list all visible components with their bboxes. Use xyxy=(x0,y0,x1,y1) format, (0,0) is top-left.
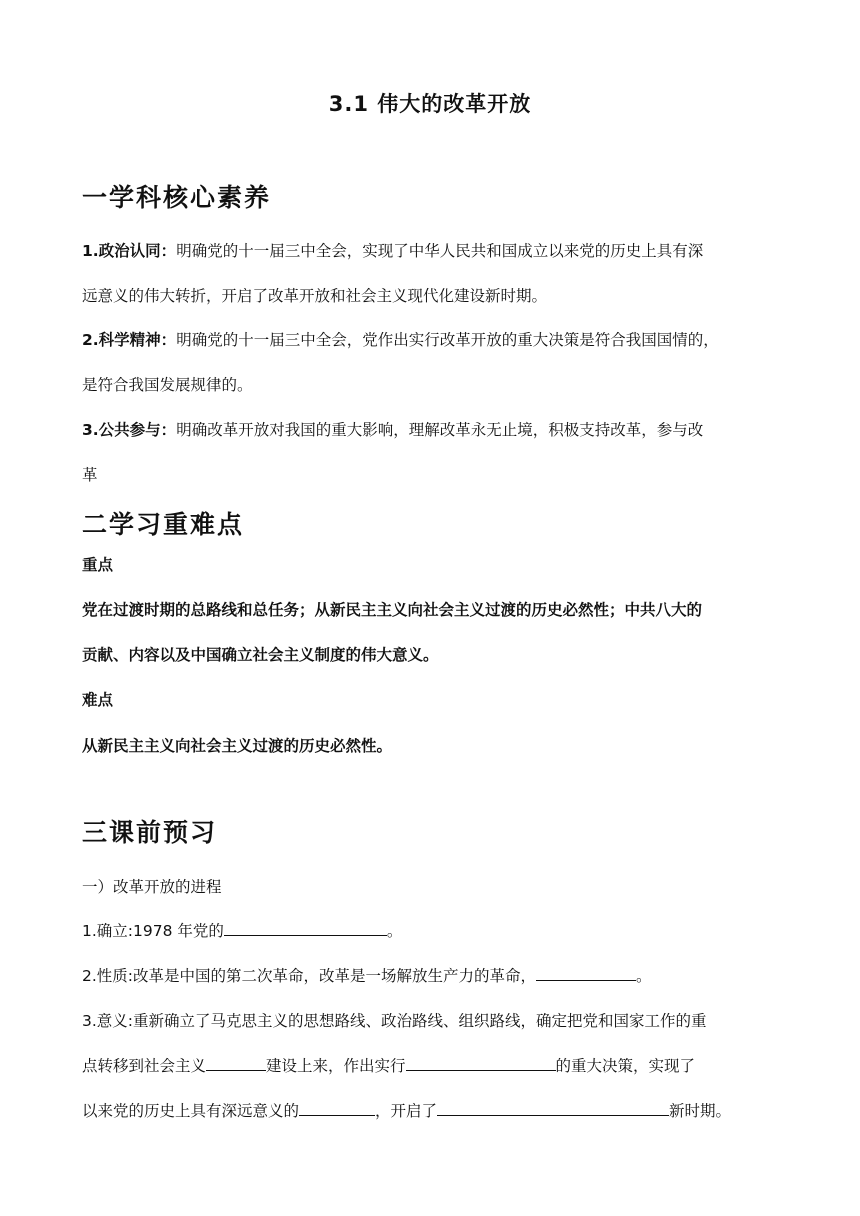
answer-blank[interactable] xyxy=(224,921,387,936)
answer-blank[interactable] xyxy=(437,1101,669,1116)
question-3-line2 xyxy=(82,1056,695,1076)
item-label: 1.政治认同： xyxy=(82,242,177,260)
question-end: 。 xyxy=(636,967,652,985)
paragraph-scientific-spirit-line2: 是符合我国发展规律的。 xyxy=(82,376,253,394)
question-3-line3 xyxy=(82,1101,731,1121)
answer-blank[interactable] xyxy=(406,1056,556,1071)
section-heading-preview: 三课前预习 xyxy=(82,818,218,847)
question-1 xyxy=(82,921,402,941)
question-text: 点转移到社会主义 xyxy=(82,1057,207,1075)
answer-blank[interactable] xyxy=(536,966,636,981)
question-text: 1.确立:1978 年党的 xyxy=(82,922,224,940)
paragraph-political-identity-line1 xyxy=(82,241,703,261)
question-text: 的重大决策，实现了 xyxy=(555,1057,696,1075)
key-points-line2: 贡献、内容以及中国确立社会主义制度的伟大意义。 xyxy=(82,646,439,664)
paragraph-public-participation-line1 xyxy=(82,420,703,440)
question-text: 建设上来，作出实行 xyxy=(266,1057,406,1075)
answer-blank[interactable] xyxy=(206,1056,266,1071)
paragraph-scientific-spirit-line1 xyxy=(82,330,719,350)
item-label: 3.公共参与： xyxy=(82,421,177,439)
key-points-label: 重点 xyxy=(82,556,114,574)
answer-blank[interactable] xyxy=(299,1101,375,1116)
item-text: 明确改革开放对我国的重大影响，理解改革永无止境，积极支持改革，参与改 xyxy=(176,421,704,439)
question-end: 。 xyxy=(386,922,403,940)
preview-subheading: 一）改革开放的进程 xyxy=(82,878,222,896)
paragraph-public-participation-line2: 革 xyxy=(82,466,98,484)
key-points-line1: 党在过渡时期的总路线和总任务；从新民主主义向社会主义过渡的历史必然性；中共八大的 xyxy=(82,601,703,619)
question-3-line1: 3.意义:重新确立了马克思主义的思想路线、政治路线、组织路线，确定把党和国家工作的重 xyxy=(82,1012,707,1030)
page-title: 3.1 伟大的改革开放 xyxy=(328,92,532,116)
difficulty-line1: 从新民主主义向社会主义过渡的历史必然性。 xyxy=(82,737,393,755)
question-text: 2.性质:改革是中国的第二次革命，改革是一场解放生产力的革命， xyxy=(82,967,537,985)
question-text: ，开启了 xyxy=(375,1102,438,1120)
question-text: 以来党的历史上具有深远意义的 xyxy=(82,1102,300,1120)
paragraph-political-identity-line2: 远意义的伟大转折，开启了改革开放和社会主义现代化建设新时期。 xyxy=(82,287,548,305)
item-text: 明确党的十一届三中全会，实现了中华人民共和国成立以来党的历史上具有深 xyxy=(176,242,704,260)
question-2 xyxy=(82,966,652,986)
difficulty-label: 难点 xyxy=(82,691,114,709)
item-label: 2.科学精神： xyxy=(82,331,177,349)
section-heading-core-literacy: 一学科核心素养 xyxy=(82,183,272,212)
item-text: 明确党的十一届三中全会，党作出实行改革开放的重大决策是符合我国国情的， xyxy=(176,331,719,349)
section-heading-key-difficult-points: 二学习重难点 xyxy=(82,510,245,539)
question-text: 新时期。 xyxy=(669,1102,732,1120)
